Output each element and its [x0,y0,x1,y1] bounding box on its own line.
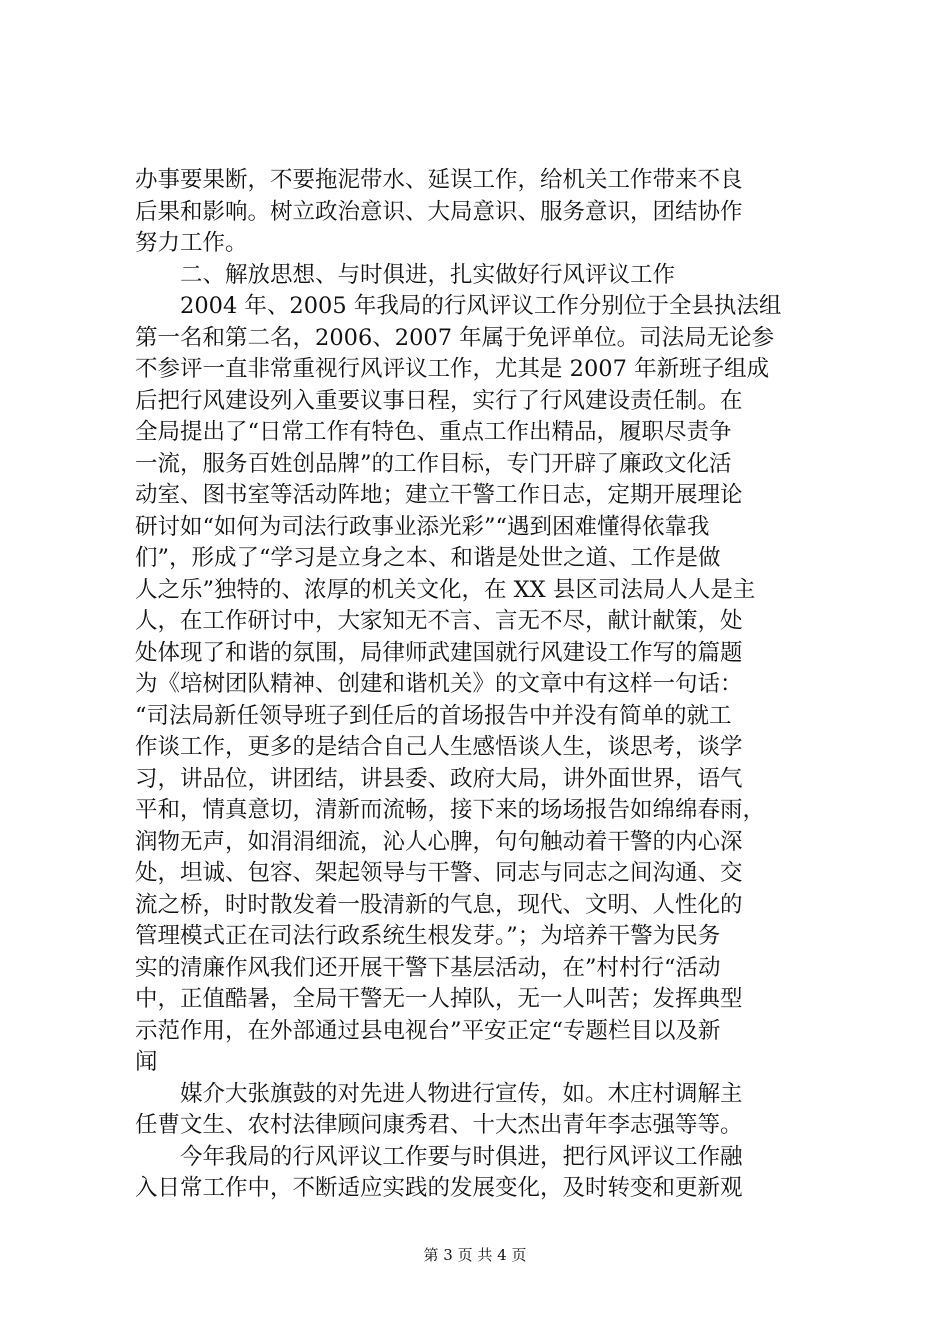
text-line: 不参评一直非常重视行风评议工作，尤其是 2007 年新班子组成 [135,356,770,382]
text-line: 中，正值酷暑，全局干警无一人掉队，无一人叫苦；发挥典型 [135,986,743,1012]
text-line: 闻 [135,1049,158,1075]
page-footer: 第 3 页 共 4 页 [423,1246,527,1264]
text-line: 入日常工作中，不断适应实践的发展变化，及时转变和更新观 [135,1175,743,1201]
text-line: 为《培树团队精神、创建和谐机关》的文章中有这样一句话： [135,671,743,697]
text-line: 示范作用，在外部通过县电视台”平安正定“专题栏目以及新 [135,1017,721,1044]
text-line: 今年我局的行风评议工作要与时俱进，把行风评议工作融 [180,1143,743,1170]
text-line: “司法局新任领导班子到任后的首场报告中并没有简单的就工 [135,702,732,729]
text-line: 任曹文生、农村法律顾问康秀君、十大杰出青年李志强等等。 [135,1112,743,1138]
text-line: 实的清廉作风我们还开展干警下基层活动，在”村村行“活动 [135,954,721,981]
text-line: 润物无声，如涓涓细流，沁人心脾，句句触动着干警的内心深 [135,828,743,855]
text-line: 处，坦诚、包容、架起领导与干警、同志与同志之间沟通、交 [135,860,743,886]
text-line: 后果和影响。树立政治意识、大局意识、服务意识，团结协作 [135,198,743,225]
text-line: 第一名和第二名，2006、2007 年属于免评单位。司法局无论参 [135,324,775,351]
text-line: 2004 年、2005 年我局的行风评议工作分别位于全县执法组 [180,293,782,319]
text-line: 人，在工作研讨中，大家知无不言、言无不尽，献计献策，处 [135,608,743,634]
text-line: 处体现了和谐的氛围，局律师武建国就行风建设工作写的篇题 [135,639,743,666]
text-line: 习，讲品位，讲团结，讲县委、政府大局，讲外面世界，语气 [135,765,743,792]
text-line: 努力工作。 [135,230,248,256]
text-line: 媒介大张旗鼓的对先进人物进行宣传，如。木庄村调解主 [180,1080,743,1107]
text-line: 人之乐”独特的、浓厚的机关文化，在 XX 县区司法局人人是主 [135,576,756,603]
text-line: 平和，情真意切，清新而流畅，接下来的场场报告如绵绵春雨， [135,797,766,823]
document-body [135,165,825,1205]
text-line: 二、解放思想、与时俱进，扎实做好行风评议工作 [180,261,676,288]
text-line: 全局提出了“日常工作有特色、重点工作出精品，履职尽责争 [135,419,732,445]
text-line: 流之桥，时时散发着一股清新的气息，现代、文明、人性化的 [135,891,743,918]
text-line: 作谈工作，更多的是结合自己人生感悟谈人生，谈思考，谈学 [135,734,743,760]
text-line: 动室、图书室等活动阵地；建立干警工作日志，定期开展理论 [135,482,743,508]
text-line: 们”，形成了“学习是立身之本、和谐是处世之道、工作是做 [135,545,721,571]
text-line: 后把行风建设列入重要议事日程，实行了行风建设责任制。在 [135,387,743,414]
text-line: 研讨如“如何为司法行政事业添光彩”“遇到困难懂得依靠我 [135,513,710,540]
text-line: 管理模式正在司法行政系统生根发芽。”；为培养干警为民务 [135,923,721,949]
text-line: 一流，服务百姓创品牌”的工作目标，专门开辟了廉政文化活 [135,450,732,477]
text-line: 办事要果断，不要拖泥带水、延误工作，给机关工作带来不良 [135,167,743,193]
